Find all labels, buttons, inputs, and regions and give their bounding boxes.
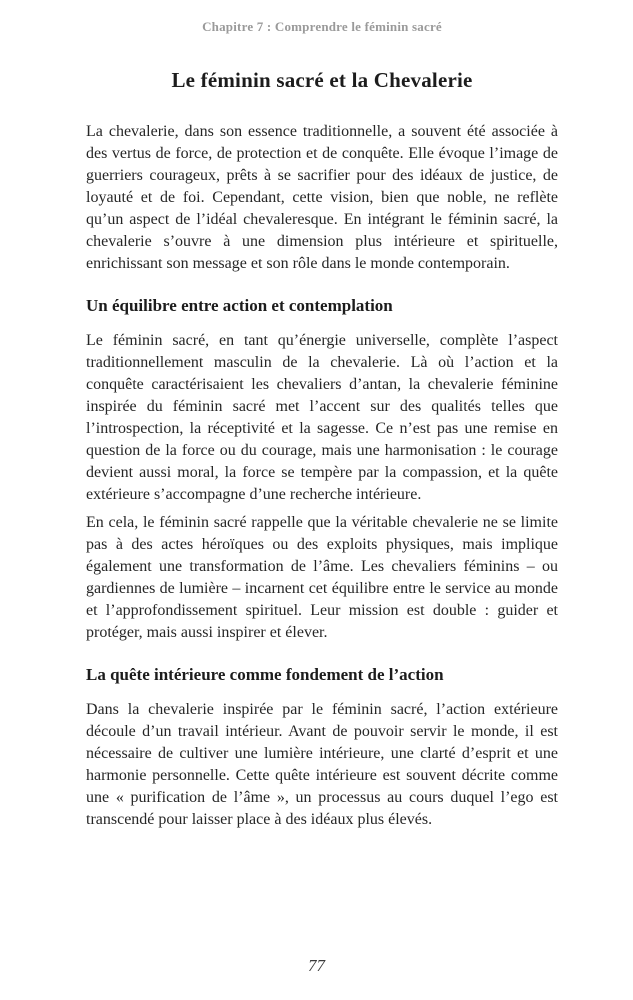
- section-heading-quete: La quête intérieure comme fondement de l’action: [86, 665, 444, 684]
- running-header: Chapitre 7 : Comprendre le féminin sacré: [202, 19, 442, 34]
- paragraph-intro: La chevalerie, dans son essence traditionnelle, a souvent été associée à des vertus de force, de protection et de conquête. Elle évoque l’image de guerriers courageux, prêts à se sacrifier pour des idéaux de justice, de loyauté et de foi. Cependant, cette vision, bien que noble, ne reflète qu’un aspect de l’idéal chevaleresque. En intégrant le féminin sacré, la chevalerie s’ouvre à une dimension plus intérieure et spirituelle, enrichissant son message et son rôle dans le monde contemporain.: [86, 123, 558, 272]
- page-number: 77: [308, 956, 325, 975]
- body-text: [86, 121, 558, 831]
- chapter-title: Le féminin sacré et la Chevalerie: [171, 68, 473, 92]
- section-heading-equilibre: Un équilibre entre action et contemplation: [86, 296, 393, 315]
- paragraph-equilibre-2: En cela, le féminin sacré rappelle que la véritable chevalerie ne se limite pas à des actes héroïques ou des exploits physiques, mais implique également une transformation de l’âme. Les chevaliers féminins – ou gardiennes de lumière – incarnent cet équilibre entre le service au monde et l’approfondissement spirituel. Leur mission est double : guider et protéger, mais aussi inspirer et élever.: [86, 514, 558, 641]
- paragraph-quete-1: Dans la chevalerie inspirée par le féminin sacré, l’action extérieure découle d’un travail intérieur. Avant de pouvoir servir le monde, il est nécessaire de cultiver une lumière intérieure, une clarté d’esprit et une harmonie personnelle. Cette quête intérieure est souvent décrite comme une « purification de l’âme », un processus au cours duquel l’ego est transcendé pour laisser place à des idéaux plus élevés.: [86, 701, 558, 828]
- paragraph-equilibre-1: Le féminin sacré, en tant qu’énergie universelle, complète l’aspect traditionnellement masculin de la chevalerie. Là où l’action et la conquête caractérisaient les chevaliers d’antan, la chevalerie féminine inspirée du féminin sacré met l’accent sur des qualités telles que l’introspection, la réceptivité et la sagesse. Ce n’est pas une remise en question de la force ou du courage, mais une harmonisation : le courage devient aussi moral, la force se tempère par la compassion, et la quête extérieure s’accompagne d’une recherche intérieure.: [86, 332, 558, 503]
